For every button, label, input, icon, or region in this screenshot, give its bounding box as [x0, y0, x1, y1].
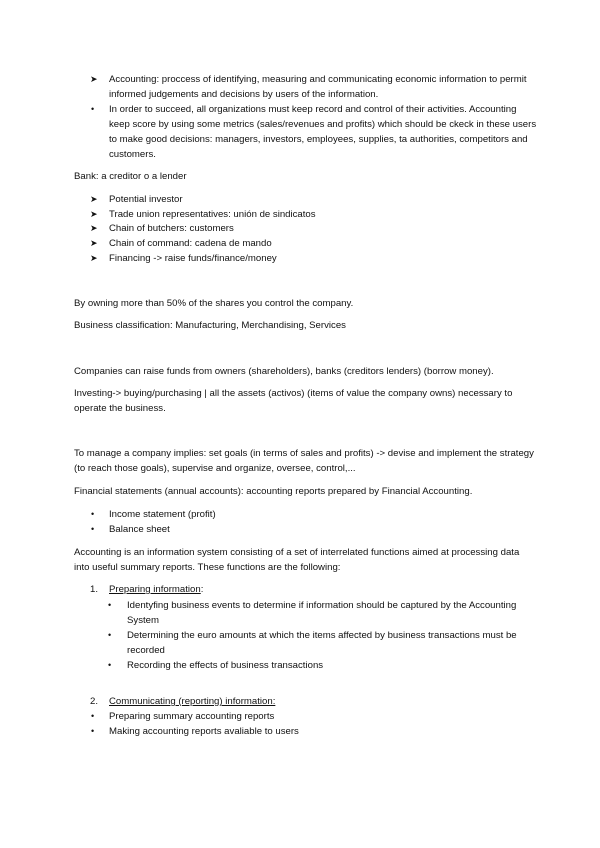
list-item: Making accounting reports avaliable to users: [109, 726, 299, 737]
list-number: 2.: [90, 696, 99, 707]
list-item: Recording the effects of business transactions: [127, 660, 324, 671]
list-item: Balance sheet: [109, 524, 170, 535]
list-item: Determining the euro amounts at which the items affected by business transactions must be recorded: [127, 630, 517, 656]
bullet-icon: •: [91, 726, 95, 736]
arrow-bullet-icon: ➤: [90, 209, 98, 219]
investing-paragraph: Investing-> buying/purchasing | all the assets (activos) (items of value the company owns) necessary to operate the business.: [74, 388, 513, 414]
list-item: Income statement (profit): [109, 509, 216, 520]
accounting-definition: Accounting: proccess of identifying, measuring and communicating economic information to permit informed judgements and decisions by users of the information.: [109, 74, 527, 100]
list-number: 1.: [90, 584, 99, 595]
bullet-icon: •: [108, 600, 112, 610]
function-title-suffix: :: [200, 584, 204, 595]
manage-company-paragraph: To manage a company implies: set goals (in terms of sales and profits) -> devise and implement the strategy (to reach those goals), supervise and organize, oversee, control,...: [74, 448, 534, 474]
bullet-icon: •: [91, 104, 95, 114]
owning-paragraph: By owning more than 50% of the shares you control the company.: [74, 298, 354, 309]
bullet-icon: •: [108, 630, 112, 640]
raise-funds-paragraph: Companies can raise funds from owners (shareholders), banks (creditors lenders) (borrow money).: [74, 366, 494, 377]
bullet-icon: •: [91, 711, 95, 721]
bullet-icon: •: [91, 509, 95, 519]
accounting-system-paragraph: Accounting is an information system consisting of a set of interrelated functions aimed at processing data into useful summary reports. These functions are the following:: [74, 547, 520, 573]
list-item: Identyfing business events to determine if information should be captured by the Accounting System: [127, 600, 517, 626]
function-title: [109, 582, 549, 597]
list-item: Trade union representatives: unión de sindicatos: [109, 209, 316, 220]
function-title-text: Preparing information: [109, 584, 201, 595]
list-item: Chain of butchers: customers: [109, 223, 234, 234]
bank-heading: Bank: a creditor o a lender: [74, 171, 187, 182]
bullet-icon: •: [108, 660, 112, 670]
classification-paragraph: Business classification: Manufacturing, Merchandising, Services: [74, 320, 346, 331]
arrow-bullet-icon: ➤: [90, 74, 98, 84]
arrow-bullet-icon: ➤: [90, 238, 98, 248]
arrow-bullet-icon: ➤: [90, 223, 98, 233]
organizations-record-text: In order to succeed, all organizations must keep record and control of their activities. Accounting keep score by using some metrics (sales/revenues and profits) which should be ckeck in these users to make good decisions: managers, investors, employees, supplies, ta authorities, competitors and customers.: [109, 104, 537, 160]
financial-statements-paragraph: Financial statements (annual accounts): accounting reports prepared by Financial Accounting.: [74, 486, 473, 497]
list-item: Chain of command: cadena de mando: [109, 238, 272, 249]
arrow-bullet-icon: ➤: [90, 253, 98, 263]
bullet-icon: •: [91, 524, 95, 534]
function-title: Communicating (reporting) information:: [109, 696, 276, 707]
arrow-bullet-icon: ➤: [90, 194, 98, 204]
list-item: Financing -> raise funds/finance/money: [109, 253, 277, 264]
list-item: Potential investor: [109, 194, 183, 205]
list-item: Preparing summary accounting reports: [109, 711, 275, 722]
